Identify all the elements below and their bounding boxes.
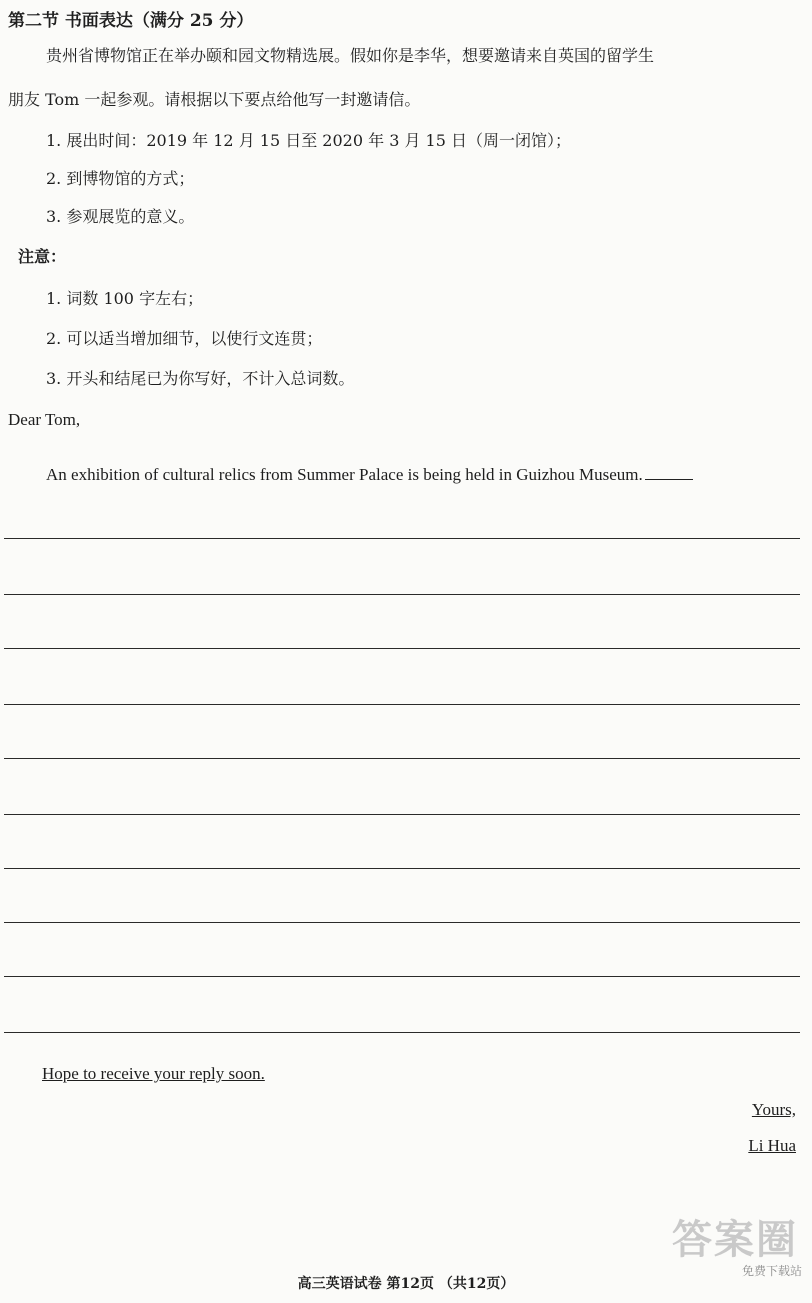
- writing-line[interactable]: [4, 814, 800, 815]
- point-item: 1. 展出时间：2019 年 12 月 15 日至 2020 年 3 月 15 日（周一闭馆）；: [46, 131, 571, 150]
- letter-opening: [46, 465, 693, 485]
- page-footer: 高三英语试卷 第12页 （共12页）: [297, 1276, 515, 1292]
- writing-line[interactable]: [4, 704, 800, 705]
- letter-opening-text: An exhibition of cultural relics from Summer Palace is being held in Guizhou Museum.: [46, 465, 643, 484]
- section-heading: 第二节 书面表达（满分 25 分）: [8, 11, 254, 31]
- intro-line-2: 朋友 Tom 一起参观。请根据以下要点给他写一封邀请信。: [8, 90, 421, 109]
- letter-signature: Li Hua: [748, 1136, 796, 1155]
- letter-salutation: Dear Tom,: [8, 410, 81, 429]
- writing-line[interactable]: [4, 868, 800, 869]
- letter-closing: Hope to receive your reply soon.: [42, 1064, 265, 1083]
- point-item: 2. 到博物馆的方式；: [46, 169, 195, 188]
- note-item: 3. 开头和结尾已为你写好，不计入总词数。: [46, 369, 355, 388]
- note-item: 2. 可以适当增加细节，以使行文连贯；: [46, 329, 323, 348]
- writing-line[interactable]: [4, 594, 800, 595]
- intro-line-1: 贵州省博物馆正在举办颐和园文物精选展。假如你是李华，想要邀请来自英国的留学生: [46, 46, 655, 65]
- watermark-logo: 答案圈: [672, 1216, 798, 1263]
- watermark-caption: 免费下载站: [741, 1264, 802, 1278]
- notes-title: 注意：: [18, 247, 67, 266]
- writing-line[interactable]: [4, 976, 800, 977]
- note-item: 1. 词数 100 字左右；: [46, 289, 204, 308]
- writing-line[interactable]: [4, 758, 800, 759]
- writing-line[interactable]: [4, 648, 800, 649]
- writing-line[interactable]: [4, 922, 800, 923]
- point-item: 3. 参观展览的意义。: [46, 207, 195, 226]
- writing-blank-inline[interactable]: [645, 479, 693, 480]
- writing-line[interactable]: [4, 1032, 800, 1033]
- letter-signoff: Yours,: [751, 1100, 796, 1119]
- writing-line[interactable]: [4, 538, 800, 539]
